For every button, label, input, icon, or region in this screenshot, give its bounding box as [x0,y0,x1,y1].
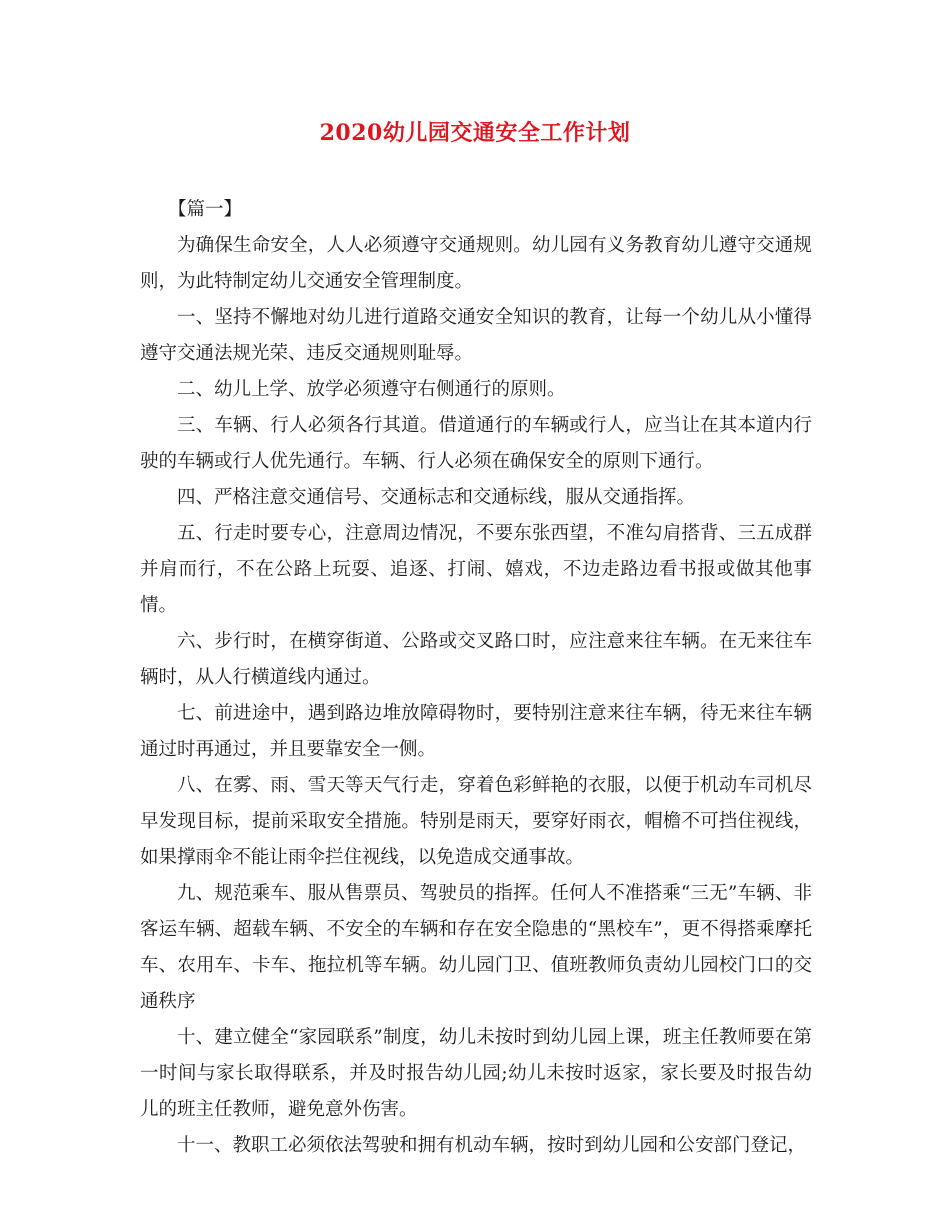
paragraph-rule-4: 四、严格注意交通信号、交通标志和交通标线，服从交通指挥。 [177,487,696,508]
paragraph-rule-3: 三、车辆、行人必须各行其道。借道通行的车辆或行人，应当让在其本道内行驶的车辆或行人优先通行。车辆、行人必须在确保安全的原则下通行。 [140,415,812,472]
paragraph-rule-6: 六、步行时，在横穿街道、公路或交叉路口时，应注意来往车辆。在无来往车辆时，从人行横道线内通过。 [140,631,812,688]
paragraph-rule-7: 七、前进途中，遇到路边堆放障碍物时，要特别注意来往车辆，待无来往车辆通过时再通过，并且要靠安全一侧。 [140,703,812,760]
document-body [140,192,812,1164]
section-heading: 【篇一】 [168,199,243,220]
paragraph-intro: 为确保生命安全，人人必须遵守交通规则。幼儿园有义务教育幼儿遵守交通规则，为此特制定幼儿交通安全管理制度。 [140,235,812,292]
paragraph-rule-1: 一、坚持不懈地对幼儿进行道路交通安全知识的教育，让每一个幼儿从小懂得遵守交通法规光荣、违反交通规则耻辱。 [140,307,812,364]
paragraph-rule-8: 八、在雾、雨、雪天等天气行走，穿着色彩鲜艳的衣服，以便于机动车司机尽早发现目标，提前采取安全措施。特别是雨天，要穿好雨衣，帽檐不可挡住视线，如果撑雨伞不能让雨伞拦住视线，以免造成交通事故。 [140,775,812,868]
paragraph-rule-10: 十、建立健全“家园联系”制度，幼儿未按时到幼儿园上课，班主任教师要在第一时间与家长取得联系，并及时报告幼儿园;幼儿未按时返家，家长要及时报告幼儿的班主任教师，避免意外伤害。 [140,1027,812,1120]
paragraph-rule-11: 十一、教职工必须依法驾驶和拥有机动车辆，按时到幼儿园和公安部门登记， [177,1135,807,1156]
paragraph-rule-9: 九、规范乘车、服从售票员、驾驶员的指挥。任何人不准搭乘“三无”车辆、非客运车辆、超载车辆、不安全的车辆和存在安全隐患的“黑校车”，更不得搭乘摩托车、农用车、卡车、拖拉机等车辆。幼儿园门卫、值班教师负责幼儿园校门口的交通秩序 [140,883,812,1012]
paragraph-rule-5: 五、行走时要专心，注意周边情况，不要东张西望，不准勾肩搭背、三五成群并肩而行，不在公路上玩耍、追逐、打闹、嬉戏，不边走路边看书报或做其他事情。 [140,523,812,616]
paragraph-rule-2: 二、幼儿上学、放学必须遵守右侧通行的原则。 [177,379,566,400]
document-title: 2020幼儿园交通安全工作计划 [319,120,631,146]
